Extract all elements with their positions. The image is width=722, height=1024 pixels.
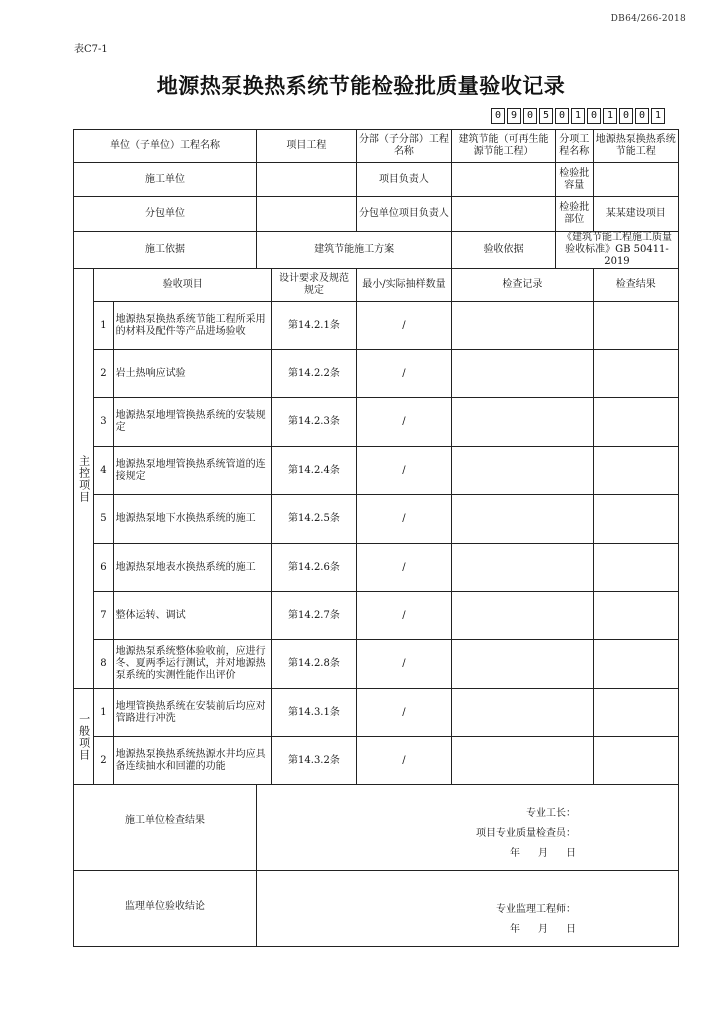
item-spec-clause: 第14.2.3条 xyxy=(272,398,356,447)
unit-name-value: 项目工程 xyxy=(257,130,357,163)
item-check-record xyxy=(452,640,593,689)
construction-basis-value: 建筑节能施工方案 xyxy=(257,232,452,269)
column-header-record: 检查记录 xyxy=(452,269,593,302)
item-spec-clause: 第14.2.8条 xyxy=(272,640,356,689)
item-row xyxy=(74,447,679,495)
date-month-label: 月 xyxy=(538,848,548,859)
code-digit-box: 0 xyxy=(619,108,633,124)
code-digit-box: 0 xyxy=(587,108,601,124)
unit-name-label: 单位（子单位）工程名称 xyxy=(74,130,257,163)
item-number: 4 xyxy=(94,447,113,495)
item-check-result xyxy=(593,398,678,447)
item-check-record xyxy=(452,398,593,447)
main-control-group-label: 主控项目 xyxy=(74,269,94,689)
contractor-check-result-label-signature-area xyxy=(257,785,679,871)
item-check-result xyxy=(593,689,678,737)
sub-pm-value xyxy=(452,197,556,232)
lot-capacity-label: 检验批容量 xyxy=(555,163,593,197)
acceptance-basis-value: 《建筑节能工程施工质量验收标准》GB 50411-2019 xyxy=(555,232,678,269)
item-sample-count: / xyxy=(356,689,452,737)
item-number: 2 xyxy=(94,350,113,398)
item-sample-count: / xyxy=(356,398,452,447)
lot-location-label: 检验批部位 xyxy=(555,197,593,232)
item-check-result xyxy=(593,737,678,785)
item-description: 整体运转、调试 xyxy=(113,592,272,640)
supervisor-conclusion-label: 监理单位验收结论 xyxy=(74,871,257,947)
item-description: 岩土热响应试验 xyxy=(113,350,272,398)
item-description: 地源热泵地下水换热系统的施工 xyxy=(113,495,272,544)
code-digit-box: 0 xyxy=(491,108,505,124)
code-digit-box: 9 xyxy=(507,108,521,124)
item-number: 1 xyxy=(94,689,113,737)
item-row xyxy=(74,350,679,398)
item-spec-clause: 第14.2.6条 xyxy=(272,544,356,592)
project-manager-value xyxy=(452,163,556,197)
item-check-record xyxy=(452,737,593,785)
subcontractor-label: 分包单位 xyxy=(74,197,257,232)
item-check-result xyxy=(593,495,678,544)
item-number: 2 xyxy=(94,737,113,785)
column-header-spec: 设计要求及规范规定 xyxy=(272,269,356,302)
date-day-label: 日 xyxy=(566,924,576,935)
code-digit-box: 0 xyxy=(555,108,569,124)
item-sample-count: / xyxy=(356,592,452,640)
item-spec-clause: 第14.2.5条 xyxy=(272,495,356,544)
page-title: 地源热泵换热系统节能检验批质量验收记录 xyxy=(156,74,566,98)
date-year-label: 年 xyxy=(510,848,520,859)
item-check-record xyxy=(452,350,593,398)
quality-inspector-signature-label: 项目专业质量检查员： xyxy=(476,828,576,839)
code-digit-box: 1 xyxy=(651,108,665,124)
item-row xyxy=(74,544,679,592)
item-check-result xyxy=(593,592,678,640)
item-description: 地源热泵地埋管换热系统的安装规定 xyxy=(113,398,272,447)
date-month-label: 月 xyxy=(538,924,548,935)
division-name-value: 建筑节能（可再生能源节能工程） xyxy=(452,130,556,163)
lot-capacity-value xyxy=(593,163,678,197)
item-row xyxy=(74,398,679,447)
item-sample-count: / xyxy=(356,495,452,544)
item-check-result xyxy=(593,544,678,592)
general-group-label: 一般项目 xyxy=(74,689,94,785)
item-row xyxy=(74,495,679,544)
item-row xyxy=(74,302,679,350)
item-number: 6 xyxy=(94,544,113,592)
column-header-result: 检查结果 xyxy=(593,269,678,302)
supervisor-conclusion-label-signature-area xyxy=(257,871,679,947)
item-check-result xyxy=(593,640,678,689)
item-row xyxy=(74,640,679,689)
item-name-label: 分项工程名称 xyxy=(555,130,593,163)
date-year-label: 年 xyxy=(510,924,520,935)
item-check-record xyxy=(452,447,593,495)
code-digit-box: 5 xyxy=(539,108,553,124)
contractor-label: 施工单位 xyxy=(74,163,257,197)
item-sample-count: / xyxy=(356,350,452,398)
item-spec-clause: 第14.3.2条 xyxy=(272,737,356,785)
item-spec-clause: 第14.2.4条 xyxy=(272,447,356,495)
code-digit-box: 0 xyxy=(635,108,649,124)
item-row xyxy=(74,592,679,640)
item-sample-count: / xyxy=(356,737,452,785)
item-check-record xyxy=(452,544,593,592)
lot-location-value: 某某建设项目 xyxy=(593,197,678,232)
item-check-record xyxy=(452,689,593,737)
acceptance-record-grid xyxy=(73,129,679,947)
item-spec-clause: 第14.2.1条 xyxy=(272,302,356,350)
item-row xyxy=(74,737,679,785)
item-check-result xyxy=(593,302,678,350)
form-number: 表C7-1 xyxy=(74,44,108,55)
item-check-record xyxy=(452,592,593,640)
item-spec-clause: 第14.2.7条 xyxy=(272,592,356,640)
item-number: 7 xyxy=(94,592,113,640)
item-sample-count: / xyxy=(356,640,452,689)
item-name-value: 地源热泵换热系统节能工程 xyxy=(593,130,678,163)
contractor-value xyxy=(257,163,357,197)
item-number: 8 xyxy=(94,640,113,689)
item-description: 地源热泵换热系统节能工程所采用的材料及配件等产品进场验收 xyxy=(113,302,272,350)
date-day-label: 日 xyxy=(566,848,576,859)
construction-basis-label: 施工依据 xyxy=(74,232,257,269)
item-description: 地源热泵地表水换热系统的施工 xyxy=(113,544,272,592)
item-check-result xyxy=(593,447,678,495)
item-description: 地源热泵地埋管换热系统管道的连接规定 xyxy=(113,447,272,495)
contractor-check-result-label: 施工单位检查结果 xyxy=(74,785,257,871)
document-code: DB64/266-2018 xyxy=(610,14,686,24)
sub-pm-label: 分包单位项目负责人 xyxy=(356,197,452,232)
item-row xyxy=(74,689,679,737)
item-description: 地埋管换热系统在安装前后均应对管路进行冲洗 xyxy=(113,689,272,737)
code-digit-box: 1 xyxy=(603,108,617,124)
item-check-record xyxy=(452,495,593,544)
item-check-result xyxy=(593,350,678,398)
item-spec-clause: 第14.3.1条 xyxy=(272,689,356,737)
item-description: 地源热泵换热系统热源水井均应具备连续抽水和回灌的功能 xyxy=(113,737,272,785)
code-digit-box: 0 xyxy=(523,108,537,124)
foreman-signature-label: 专业工长： xyxy=(526,808,576,819)
item-sample-count: / xyxy=(356,302,452,350)
item-number: 1 xyxy=(94,302,113,350)
supervising-engineer-signature-label: 专业监理工程师： xyxy=(496,904,576,915)
item-number: 3 xyxy=(94,398,113,447)
item-number: 5 xyxy=(94,495,113,544)
project-manager-label: 项目负责人 xyxy=(356,163,452,197)
item-sample-count: / xyxy=(356,544,452,592)
item-sample-count: / xyxy=(356,447,452,495)
item-spec-clause: 第14.2.2条 xyxy=(272,350,356,398)
division-name-label: 分部（子分部）工程名称 xyxy=(356,130,452,163)
inspection-lot-code xyxy=(489,108,665,124)
supervisor-date xyxy=(259,920,576,940)
subcontractor-value xyxy=(257,197,357,232)
column-header-sample: 最小/实际抽样数量 xyxy=(356,269,452,302)
column-header-item: 验收项目 xyxy=(94,269,272,302)
code-digit-box: 1 xyxy=(571,108,585,124)
acceptance-basis-label: 验收依据 xyxy=(452,232,556,269)
item-check-record xyxy=(452,302,593,350)
item-description: 地源热泵系统整体验收前，应进行冬、夏两季运行测试，并对地源热泵系统的实测性能作出评价 xyxy=(113,640,272,689)
contractor-date xyxy=(259,844,576,864)
